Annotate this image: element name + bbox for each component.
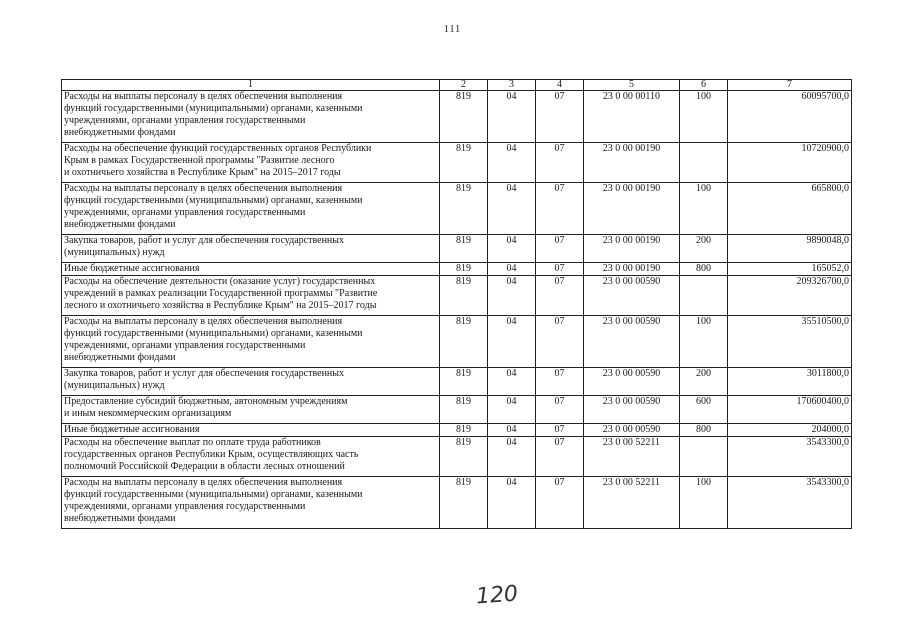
page-number: 111	[443, 24, 462, 35]
row-expense-type	[680, 276, 728, 316]
row-description: Иные бюджетные ассигнования	[62, 263, 440, 276]
row-subsection-code: 07	[536, 276, 584, 316]
row-expense-type: 100	[680, 91, 728, 143]
row-amount: 3543300,0	[728, 477, 852, 529]
table-row	[62, 276, 852, 316]
row-description: Иные бюджетные ассигнования	[62, 424, 440, 437]
row-expense-type: 100	[680, 477, 728, 529]
header-col-3: 3	[488, 80, 536, 91]
row-expense-type	[680, 437, 728, 477]
row-amount: 60095700,0	[728, 91, 852, 143]
row-expense-type: 200	[680, 235, 728, 263]
row-description: Расходы на выплаты персоналу в целях обеспечения выполнения функций государственными (муниципальными) органами, казенными учреждениями, органами управления государственными внебюджетными фондами	[62, 183, 440, 235]
row-description: Закупка товаров, работ и услуг для обеспечения государственных (муниципальных) нужд	[62, 368, 440, 396]
row-target-article: 23 0 00 52211	[584, 477, 680, 529]
row-subsection-code: 07	[536, 368, 584, 396]
row-target-article: 23 0 00 00590	[584, 396, 680, 424]
row-expense-type: 600	[680, 396, 728, 424]
header-col-7: 7	[728, 80, 852, 91]
header-col-4: 4	[536, 80, 584, 91]
row-description: Расходы на обеспечение выплат по оплате труда работников государственных органов Республики Крым, осуществляющих часть полномочий Российской Федерации в области лесных отношений	[62, 437, 440, 477]
row-description: Предоставление субсидий бюджетным, автономным учреждениям и иным некоммерческим организациям	[62, 396, 440, 424]
row-subsection-code: 07	[536, 316, 584, 368]
row-target-article: 23 0 00 00590	[584, 276, 680, 316]
row-target-article: 23 0 00 00590	[584, 368, 680, 396]
table-row	[62, 183, 852, 235]
row-ministry-code: 819	[440, 235, 488, 263]
row-amount: 209326700,0	[728, 276, 852, 316]
header-col-5: 5	[584, 80, 680, 91]
row-subsection-code: 07	[536, 91, 584, 143]
row-expense-type: 100	[680, 183, 728, 235]
row-amount: 9890048,0	[728, 235, 852, 263]
table-row	[62, 396, 852, 424]
row-subsection-code: 07	[536, 437, 584, 477]
row-section-code: 04	[488, 183, 536, 235]
row-description: Расходы на выплаты персоналу в целях обеспечения выполнения функций государственными (муниципальными) органами, казенными учреждениями, органами управления государственными внебюджетными фондами	[62, 477, 440, 529]
row-amount: 204000,0	[728, 424, 852, 437]
table-row	[62, 91, 852, 143]
row-section-code: 04	[488, 91, 536, 143]
row-ministry-code: 819	[440, 477, 488, 529]
row-amount: 3543300,0	[728, 437, 852, 477]
row-section-code: 04	[488, 437, 536, 477]
row-ministry-code: 819	[440, 316, 488, 368]
row-ministry-code: 819	[440, 91, 488, 143]
row-subsection-code: 07	[536, 235, 584, 263]
row-target-article: 23 0 00 00590	[584, 424, 680, 437]
row-ministry-code: 819	[440, 437, 488, 477]
row-expense-type: 100	[680, 316, 728, 368]
row-expense-type	[680, 143, 728, 183]
row-ministry-code: 819	[440, 368, 488, 396]
row-description: Расходы на обеспечение деятельности (оказание услуг) государственных учреждений в рамках реализации Государственной программы "Развитие лесного и охотничьего хозяйства в Республике Крым" на 2015–2017 годы	[62, 276, 440, 316]
row-section-code: 04	[488, 235, 536, 263]
row-subsection-code: 07	[536, 424, 584, 437]
row-section-code: 04	[488, 424, 536, 437]
row-description: Расходы на обеспечение функций государственных органов Республики Крым в рамках Государственной программы "Развитие лесного и охотничьего хозяйства в Республике Крым" на 2015–2017 годы	[62, 143, 440, 183]
row-expense-type: 200	[680, 368, 728, 396]
row-amount: 665800,0	[728, 183, 852, 235]
row-expense-type: 800	[680, 424, 728, 437]
row-ministry-code: 819	[440, 424, 488, 437]
row-ministry-code: 819	[440, 276, 488, 316]
header-col-1: 1	[62, 80, 440, 91]
row-target-article: 23 0 00 52211	[584, 437, 680, 477]
row-target-article: 23 0 00 00190	[584, 235, 680, 263]
table-row	[62, 368, 852, 396]
row-amount: 35510500,0	[728, 316, 852, 368]
row-description: Расходы на выплаты персоналу в целях обеспечения выполнения функций государственными (муниципальными) органами, казенными учреждениями, органами управления государственными внебюджетными фондами	[62, 316, 440, 368]
row-target-article: 23 0 00 00190	[584, 143, 680, 183]
row-amount: 10720900,0	[728, 143, 852, 183]
table-row	[62, 477, 852, 529]
row-section-code: 04	[488, 396, 536, 424]
row-subsection-code: 07	[536, 143, 584, 183]
row-amount: 3011800,0	[728, 368, 852, 396]
handwritten-page-number: 120	[475, 581, 519, 610]
header-col-2: 2	[440, 80, 488, 91]
row-expense-type: 800	[680, 263, 728, 276]
budget-table	[61, 79, 852, 529]
row-ministry-code: 819	[440, 396, 488, 424]
row-ministry-code: 819	[440, 263, 488, 276]
row-amount: 170600400,0	[728, 396, 852, 424]
table-header-row	[62, 80, 852, 91]
row-target-article: 23 0 00 00590	[584, 316, 680, 368]
row-description: Расходы на выплаты персоналу в целях обеспечения выполнения функций государственными (муниципальными) органами, казенными учреждениями, органами управления государственными внебюджетными фондами	[62, 91, 440, 143]
row-ministry-code: 819	[440, 183, 488, 235]
row-subsection-code: 07	[536, 183, 584, 235]
row-target-article: 23 0 00 00190	[584, 263, 680, 276]
row-section-code: 04	[488, 143, 536, 183]
row-ministry-code: 819	[440, 143, 488, 183]
table-row	[62, 143, 852, 183]
row-amount: 165052,0	[728, 263, 852, 276]
table-row	[62, 263, 852, 276]
row-section-code: 04	[488, 276, 536, 316]
row-subsection-code: 07	[536, 396, 584, 424]
row-section-code: 04	[488, 263, 536, 276]
table-row	[62, 235, 852, 263]
table-row	[62, 316, 852, 368]
row-section-code: 04	[488, 477, 536, 529]
row-subsection-code: 07	[536, 263, 584, 276]
header-col-6: 6	[680, 80, 728, 91]
row-description: Закупка товаров, работ и услуг для обеспечения государственных (муниципальных) нужд	[62, 235, 440, 263]
row-target-article: 23 0 00 00190	[584, 183, 680, 235]
row-subsection-code: 07	[536, 477, 584, 529]
table-row	[62, 424, 852, 437]
table-row	[62, 437, 852, 477]
row-section-code: 04	[488, 368, 536, 396]
row-section-code: 04	[488, 316, 536, 368]
row-target-article: 23 0 00 00110	[584, 91, 680, 143]
